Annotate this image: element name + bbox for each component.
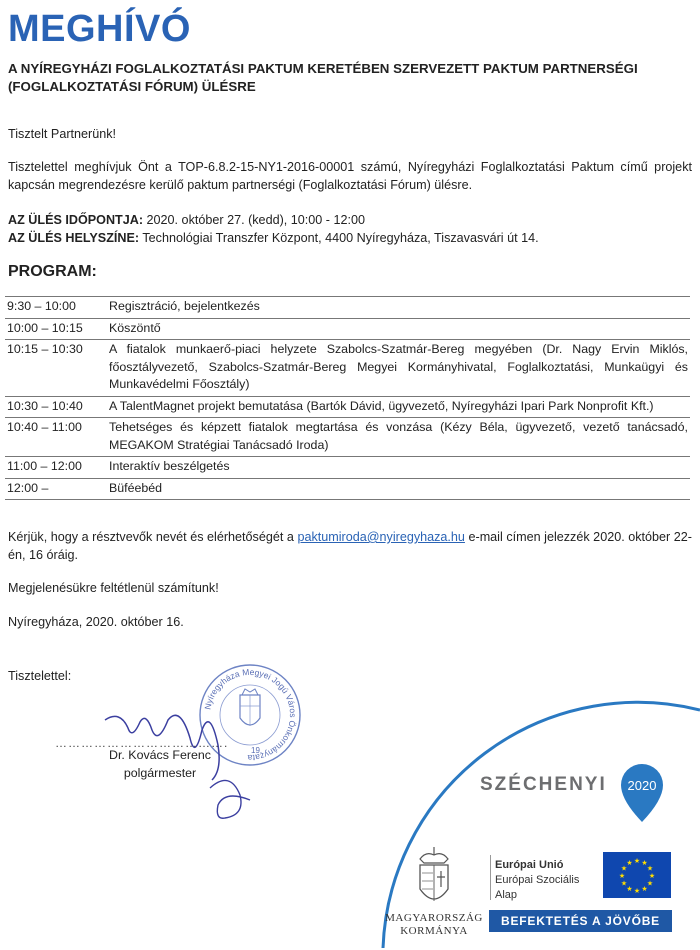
eu-line-1: Európai Unió — [495, 859, 564, 871]
meeting-place-value: Technológiai Transzfer Központ, 4400 Nyíregyháza, Tiszavasvári út 14. — [139, 231, 539, 245]
program-item: Büféebéd — [107, 478, 690, 500]
government-line-1: MAGYARORSZÁG — [385, 912, 483, 924]
program-item: Köszöntő — [107, 318, 690, 340]
eu-star-icon: ★ — [633, 888, 641, 895]
szechenyi-year: 2020 — [627, 778, 657, 793]
signer-block — [100, 746, 220, 782]
table-row — [5, 478, 690, 500]
eu-divider — [490, 855, 491, 900]
eu-star-icon: ★ — [620, 865, 628, 873]
place-date: Nyíregyháza, 2020. október 16. — [8, 615, 184, 629]
table-row — [5, 340, 690, 397]
program-heading: PROGRAM: — [8, 263, 97, 280]
eu-star-icon: ★ — [626, 860, 633, 867]
regards: Tisztelettel: — [8, 669, 72, 683]
program-item: Interaktív beszélgetés — [107, 457, 690, 479]
program-item: Regisztráció, bejelentkezés — [107, 297, 690, 319]
program-item: A TalentMagnet projekt bemutatása (Bartók Dávid, ügyvezető, Nyíregyházi Ipari Park Nonprofit Kft.) — [107, 396, 690, 418]
eu-star-icon: ★ — [641, 886, 648, 893]
szechenyi-logo-text: SZÉCHENYI — [480, 774, 607, 795]
request-text-start: Kérjük, hogy a résztvevők nevét és elérhetőségét a — [8, 530, 298, 544]
program-item: A fiatalok munkaerő-piaci helyzete Szabolcs-Szatmár-Bereg megyében (Dr. Nagy Ervin Miklós, főosztályvezető, Szabolcs-Szatmár-Bereg Megyei Kormányhivatal, Foglalkoztatási, Munkaügyi és Munkavédelmi Főosztály) — [107, 340, 690, 397]
eu-star-icon: ★ — [626, 886, 633, 893]
meeting-place — [8, 229, 692, 247]
document-title: MEGHÍVÓ — [8, 8, 191, 50]
eu-line-2: Európai Szociális — [495, 874, 580, 886]
eu-star-icon: ★ — [633, 858, 641, 865]
request-text-end: e-mail címen jelezzék 2020. október 22-én, 16 óráig. — [8, 530, 692, 562]
eu-star-icon: ★ — [646, 865, 654, 873]
eu-logo-text — [495, 858, 579, 903]
greeting: Tisztelt Partnerünk! — [8, 127, 117, 141]
szechenyi-2020-pin-icon — [619, 762, 665, 824]
table-row — [5, 297, 690, 319]
program-time: 10:00 – 10:15 — [5, 318, 107, 340]
table-row — [5, 418, 690, 457]
intro-paragraph: Tisztelettel meghívjuk Önt a TOP-6.8.2-15-NY1-2016-00001 számú, Nyíregyházi Foglalkoztatási Paktum című projekt kapcsán megrendezésre kerülő paktum partnerségi (Foglalkoztatási Fórum) ülésre. — [8, 160, 692, 192]
eu-star-icon: ★ — [648, 873, 656, 880]
program-time: 10:30 – 10:40 — [5, 396, 107, 418]
signer-title: polgármester — [123, 766, 197, 780]
meeting-time — [8, 211, 692, 229]
stamp-number: 19. — [251, 746, 263, 755]
program-table — [5, 296, 690, 500]
eu-star-icon: ★ — [618, 873, 626, 880]
program-time: 11:00 – 12:00 — [5, 457, 107, 479]
signature-line: …………………………………. — [55, 736, 229, 750]
table-row — [5, 457, 690, 479]
email-link[interactable]: paktumiroda@nyiregyhaza.hu — [297, 530, 465, 544]
stamp-text: Nyíregyháza Megyei Jogú Város Önkormányzata — [202, 666, 299, 764]
program-time: 9:30 – 10:00 — [5, 297, 107, 319]
program-time: 10:40 – 11:00 — [5, 418, 107, 457]
government-line-2: KORMÁNYA — [400, 925, 468, 937]
table-row — [5, 396, 690, 418]
hungarian-crest-icon — [412, 845, 456, 911]
meeting-time-value: 2020. október 27. (kedd), 10:00 - 12:00 — [143, 213, 365, 227]
program-item: Tehetséges és képzett fiatalok megtartása és vonzása (Kézy Béla, ügyvezető, vezető tanácsadó, MEGAKOM Stratégiai Tanácsadó Iroda) — [107, 418, 690, 457]
eu-star-icon: ★ — [620, 880, 628, 888]
eu-line-3: Alap — [495, 889, 518, 901]
table-row — [5, 318, 690, 340]
program-time: 10:15 – 10:30 — [5, 340, 107, 397]
attendance-note: Megjelenésükre feltétlenül számítunk! — [8, 581, 219, 595]
eu-flag-icon — [603, 852, 671, 898]
eu-star-icon: ★ — [646, 880, 654, 888]
meeting-time-label: AZ ÜLÉS IDŐPONTJA: — [8, 213, 144, 227]
eu-star-icon: ★ — [641, 860, 648, 867]
program-time: 12:00 – — [5, 478, 107, 500]
document-subtitle: A NYÍREGYHÁZI FOGLALKOZTATÁSI PAKTUM KERETÉBEN SZERVEZETT PAKTUM PARTNERSÉGI (FOGLALKOZTATÁSI FÓRUM) ÜLÉSRE — [8, 61, 638, 94]
investing-banner: BEFEKTETÉS A JÖVŐBE — [489, 910, 672, 932]
signer-name: Dr. Kovács Ferenc — [109, 748, 211, 762]
government-logo-text — [378, 912, 490, 938]
meeting-place-label: AZ ÜLÉS HELYSZÍNE: — [8, 231, 140, 245]
registration-request — [8, 528, 692, 564]
